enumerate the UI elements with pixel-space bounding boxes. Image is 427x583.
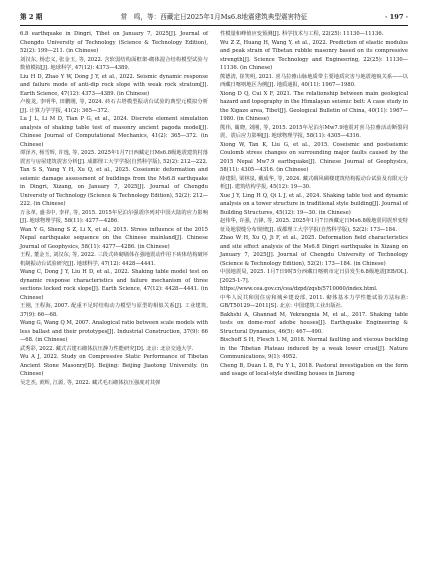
reference-entry: Wang G, Wang Q M, 2007. Analogical ratio between scale models with less ballast and their prototypes[J]. Industrial Construction, 37(9): 66—68. (in Chinese) (20, 320, 208, 343)
reference-entry: 6.8 earthquake in Dingri, Tibet on January 7, 2025[J]. Journal of Chengdu University of Technology (Science & Technology Edition), 52(2): 199—211. (in Chinese) (20, 31, 208, 54)
reference-entry: 熊德清, 崔笑明, 2021. 喜马拉雅山脉地质带主要地质灾害与地震地貌关系——以西藏日喀则地区为例[J]. 地质通报, 40(11): 1967—1980. (220, 73, 408, 88)
reference-entry: Wu A J, 2022. Study on Compressive Static Performance of Tibetan Ancient Stone Masonry[D]. Beijing: Beijing Jiaotong University. (in Chinese) (20, 354, 208, 377)
reference-entry: Xiong W, Tan K, Liu G, et al., 2015. Coseismic and postseismic Coulomb stress changes on surrounding major faults caused by the 2015 Nepal Mw7.9 earthquake[J]. Chinese Journal of Geophysics, 58(11): 4305—4316. (in Chinese) (220, 141, 408, 173)
reference-entry: 王程, 董金玉, 刘汉东, 等, 2022. 三段式砖砌墙体在强地震动作用下砖体结构破坏机制振动台试验研究[J]. 地球科学, 47(12): 4428—4441. (20, 252, 208, 267)
reference-entry: Cheng B, Duan L B, Fu Y L, 2018. Pastoral investigation on the form and usage of local-style dwelling houses in Jiarong (220, 362, 408, 377)
reference-column-left (20, 30, 208, 387)
reference-entry: 卢俊龙, 李明华, 田鹏刚, 等, 2024. 砖石古塔模型振动台试验的典型元模拟分析[J]. 计算力学学报, 41(2): 365—372. (20, 99, 208, 114)
reference-entry: Xiong D Q, Cui X F, 2021. The relationship between main geological hazard and topography in the Himalayan seismic belt: A case study in the Xigaze area, Tibet[J]. Geological Bulletin of China, 40(11): 1967—1980. (in Chinese) (220, 90, 408, 122)
issue-number: 第 2 期 (20, 13, 43, 21)
reference-entry: 熊伟, 蔺晓, 刘刚, 等, 2015. 2015年尼泊尔Mw7.9地震对喜马拉雅活动断裂同震、震后应力影响[J]. 地球物理学报, 58(11): 4305—4316. (220, 124, 408, 139)
reference-entry: 谭泽齐, 杨雪辉, 许逸, 等, 2025. 2025年1月7日西藏定日Ms6.8级地震建筑村落震害与房屋建筑震害分析[J]. 成都理工大学学报(自然科学版), 52(2): 212—222. (20, 150, 208, 165)
reference-entry: 中华人民共和国住房和城乡建设部, 2011. 砌体基本力学性能试验方法标准: GB/T50129—2011[S]. 北京: 中国建筑工业出版社. (220, 294, 408, 309)
reference-entry: 薛建阳, 梁林泉, 戴成华, 等, 2024. 藏式碉风碉楼建筑结构振动台试验及有限元分析[J]. 建筑结构学报, 45(12): 19—30. (220, 175, 408, 190)
reference-entry: Tan S S, Yang Y H, Xu Q, et al., 2025. Coseismic deformation and seismic damage assessment of buildings from the Ms6.8 earthquake in Dingri, Xizang, on January 7, 2025[J]. Journal of Chengdu University of Technology (Science & Technology Edition), 52(2): 212—222. (in Chinese) (20, 167, 208, 207)
header-rule (20, 25, 408, 26)
reference-entry: Zhao W H, Xu Q, Ji F, et al., 2025. Deformation field characteristics and site effect analysis of the Ms6.8 Dingri earthquake in Xizang on January 7, 2025[J]. Journal of Chengdu University of Technology (Science & Technology Edition), 52(2): 173—184. (in Chinese) (220, 235, 408, 267)
reference-entry: Wan Y G, Sheng S Z, Li X, et al., 2015. Stress influence of the 2015 Nepal earthquake sequence on the Chinese mainland[J]. Chinese Journal of Geophysics, 58(11): 4277—4286. (in Chinese) (20, 226, 208, 250)
reference-entry: 万永革, 盛书中, 李祥, 等, 2015. 2015年尼泊尔强震序列对中国大陆的应力影响[J]. 地球物理学报, 58(11): 4277—4286. (20, 209, 208, 224)
reference-entry: 赵伟华, 许强, 吉锋, 等, 2025. 2025年1月7日西藏定日Ms6.8级地震同震形变特征及地裂缝分布规律[J]. 成都理工大学学报(自然科学版), 52(2): 173—184. (220, 218, 408, 233)
reference-entry: 武秀彩, 2022. 藏式古建石砌体抗压静力性能研究[D]. 北京: 北京交通大学. (20, 345, 194, 352)
page-number: · 197 · (385, 13, 408, 21)
running-title: 常 鸣，等：西藏定日2025年1月Ms6.8地震建筑典型震害特征 (120, 13, 308, 21)
reference-entry: 中国地震局, 2025. 1月7日9时5分西藏日喀则市定日县发生6.8级地震[EB/OL]. [2025-1-7]. https://www.cea.gov.cn/cea/dzpd/zqsb/5710060/index.html. (220, 269, 408, 292)
reference-column-right (220, 30, 408, 379)
reference-entry: Lu J L, Li M D, Tian P G, et al., 2024. Discrete element simulation analysis of shaking table test of masonry ancient pagoda model[J]. Chinese Journal of Computational Mechanics, 41(2): 365—372. (in Chinese) (20, 116, 208, 148)
reference-entry: 吴芝杰, 黄辉, 江源, 等, 2022. 藏式毛石砌体抗压强度对其弹 (20, 379, 161, 386)
reference-entry: Liu H D, Zhao Y W, Dong J Y, et al., 2022. Seismic dynamic response and failure mode of anti-dip rock slope with weak rock stratum[J]. Earth Science, 47(12): 4373—4389. (in Chinese) (20, 73, 208, 97)
reference-entry: 刘汉东, 杨忠义, 张金玉, 等, 2022. 含软弱结构面框架-砌体混合结构模型试验与数值模拟[J]. 地球科学, 47(12): 4373—4389. (20, 56, 208, 71)
reference-entry: Bischoff S H, Flesch L M, 2018. Normal faulting and viscous buckling in the Tibetan Plateau induced by a weak lower crust[J]. Nature Communications, 9(1): 4952. (220, 337, 408, 360)
reference-entry: 王刚, 王程海, 2007. 配重不足时结构动力模型与原型的相似关系[J]. 工业建筑, 37(9): 66—68. (20, 303, 208, 318)
reference-entry: Wang C, Dong J Y, Liu H D, et al., 2022. Shaking table model test on dynamic response characteristics and failure mechanism of three sections locked rock slope[J]. Earth Science, 47(12): 4428—4441. (in Chinese) (20, 269, 208, 301)
running-header (20, 10, 408, 24)
reference-entry: Wu Z Z, Huang H, Wang Y, et al., 2022. Prediction of elastic modulus and peak strain of Tibetan rubble masonry based on its compressive strength[J]. Science Technology and Engineering, 22(25): 11130—11136. (in Chinese) (220, 39, 408, 71)
reference-entry: Bakhshi A, Ghannad M, Yekrangnia M, et al., 2017. Shaking table tests on dome-roof adobe houses[J]. Earthquake Engineering & Structural Dynamics, 46(5): 467—490. (220, 311, 408, 335)
reference-entry: 性模量和峰值应变预测[J]. 科学技术与工程, 22(25): 11130—11136. (220, 31, 384, 37)
reference-entry: Xue J Y, Ling H Q, Qi L J, et al., 2024. Shaking table test and dynamic analysis on a tower structure in traditional style building[J]. Journal of Building Structures, 45(12): 19—30. (in Chinese) (220, 192, 408, 216)
